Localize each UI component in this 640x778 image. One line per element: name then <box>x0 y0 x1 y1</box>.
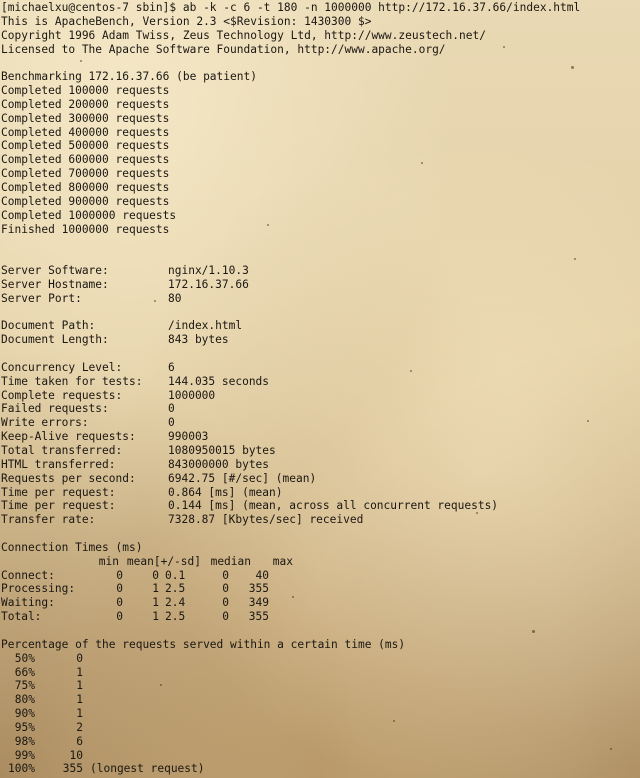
progress-line: Completed 1000000 requests <box>1 208 177 222</box>
connection-times-row <box>1 569 637 583</box>
percentile-row <box>1 749 637 763</box>
kv-value: nginx/1.10.3 <box>168 264 249 278</box>
percentile-row <box>1 666 637 680</box>
cell-max: 40 <box>255 568 269 582</box>
kv-value: 843000000 bytes <box>168 457 270 471</box>
kv-value: 1080950015 bytes <box>168 444 276 457</box>
percentile-row <box>1 679 637 693</box>
row-label: Connect: <box>1 568 55 582</box>
cell-sd: 2.4 <box>165 596 186 610</box>
progress-line: Completed 600000 requests <box>1 153 170 167</box>
kv-value: 144.035 seconds <box>168 374 270 388</box>
header-version: This is ApacheBench, Version 2.3 <$Revision: 1430300 $> <box>1 14 372 28</box>
cell-mean: 0 <box>152 568 159 582</box>
kv-key: Complete requests: <box>1 388 123 402</box>
kv-row <box>1 402 637 416</box>
kv-value: 990003 <box>168 430 209 444</box>
kv-value: 0 <box>168 402 175 416</box>
kv-value: 843 bytes <box>168 333 229 347</box>
kv-row <box>1 361 637 375</box>
kv-row <box>1 333 637 347</box>
kv-row <box>1 292 637 306</box>
progress-line: Completed 800000 requests <box>1 180 170 194</box>
benchmarking-line: Benchmarking 172.16.37.66 (be patient) <box>1 70 257 84</box>
cell-median: 0 <box>222 596 229 610</box>
col-header-min: min <box>98 554 119 568</box>
row-label: Processing: <box>1 582 76 596</box>
cell-sd: 0.1 <box>165 568 186 582</box>
progress-line: Completed 400000 requests <box>1 125 170 139</box>
kv-row <box>1 389 637 403</box>
progress-finished: Finished 1000000 requests <box>1 222 170 236</box>
percentile-row <box>1 707 637 721</box>
percentile-label: 75% <box>14 679 35 693</box>
kv-value: 6942.75 [#/sec] (mean) <box>168 471 317 485</box>
row-label: Total: <box>1 610 42 624</box>
kv-key: HTML transferred: <box>1 457 116 471</box>
progress-line: Completed 700000 requests <box>1 167 170 181</box>
col-header-max: max <box>272 554 293 568</box>
cell-max: 355 <box>248 610 269 624</box>
kv-value: 7328.87 [Kbytes/sec] received <box>168 513 364 527</box>
percentile-label: 80% <box>14 693 35 707</box>
kv-row <box>1 319 637 333</box>
kv-value: 0.864 [ms] (mean) <box>168 485 283 499</box>
kv-key: Server Software: <box>1 264 109 278</box>
kv-key: Document Length: <box>1 333 109 347</box>
percentile-ms: 1 <box>76 679 83 693</box>
kv-row <box>1 513 637 527</box>
cell-min: 0 <box>116 610 123 624</box>
document-info <box>1 319 637 347</box>
col-header-median: median <box>210 554 251 568</box>
cell-mean: 1 <box>152 596 159 610</box>
header-copyright: Copyright 1996 Adam Twiss, Zeus Technology Ltd, http://www.zeustech.net/ <box>1 28 486 42</box>
percentile-ms: 355 <box>62 762 83 776</box>
percentile-label: 99% <box>14 748 35 762</box>
kv-value: /index.html <box>168 319 243 333</box>
percentile-ms: 2 <box>76 720 83 734</box>
cell-median: 0 <box>222 582 229 596</box>
progress-line: Completed 100000 requests <box>1 84 170 98</box>
kv-value: 6 <box>168 360 175 374</box>
kv-key: Time taken for tests: <box>1 374 143 388</box>
percentile-row <box>1 693 637 707</box>
percentile-ms: 0 <box>76 651 83 665</box>
terminal-output <box>1 1 637 776</box>
cell-min: 0 <box>116 596 123 610</box>
percentile-ms: 1 <box>76 693 83 707</box>
col-header-mean-sd: mean[+/-sd] <box>126 554 201 568</box>
cell-mean: 1 <box>152 582 159 596</box>
kv-key: Requests per second: <box>1 471 136 485</box>
percentile-row <box>1 721 637 735</box>
kv-row <box>1 375 637 389</box>
cell-mean: 1 <box>152 610 159 624</box>
percentile-ms: 1 <box>76 665 83 679</box>
percentile-row <box>1 735 637 749</box>
kv-row <box>1 458 637 472</box>
cell-sd: 2.5 <box>165 610 186 624</box>
server-info <box>1 264 637 306</box>
percentile-label: 50% <box>14 651 35 665</box>
stats-block <box>1 361 637 527</box>
kv-key: Time per request: <box>1 499 116 513</box>
kv-row <box>1 472 637 486</box>
kv-key: Server Hostname: <box>1 277 109 291</box>
kv-key: Concurrency Level: <box>1 360 123 374</box>
percentile-ms: 6 <box>76 734 83 748</box>
percentile-label: 95% <box>14 720 35 734</box>
kv-value: 0.144 [ms] (mean, across all concurrent requests) <box>168 499 499 513</box>
percentiles-table <box>1 638 637 776</box>
progress-line: Completed 500000 requests <box>1 139 170 153</box>
kv-key: Failed requests: <box>1 402 109 416</box>
connection-times-row <box>1 596 637 610</box>
percentiles-title: Percentage of the requests served within a certain time (ms) <box>1 637 406 651</box>
percentile-row <box>1 762 637 776</box>
connection-times-row <box>1 610 637 624</box>
percentile-ms: 10 <box>69 748 83 762</box>
percentile-note: (longest request) <box>90 762 205 776</box>
kv-key: Time per request: <box>1 485 116 499</box>
cell-max: 355 <box>248 582 269 596</box>
kv-key: Total transferred: <box>1 444 123 457</box>
progress-line: Completed 900000 requests <box>1 194 170 208</box>
percentile-label: 100% <box>8 762 35 776</box>
row-label: Waiting: <box>1 596 55 610</box>
percentile-ms: 1 <box>76 707 83 721</box>
percentile-label: 98% <box>14 734 35 748</box>
connection-times-title: Connection Times (ms) <box>1 540 143 554</box>
progress-line: Completed 300000 requests <box>1 111 170 125</box>
cell-sd: 2.5 <box>165 582 186 596</box>
kv-key: Write errors: <box>1 416 89 430</box>
cell-median: 0 <box>222 568 229 582</box>
cell-min: 0 <box>116 582 123 596</box>
kv-row <box>1 416 637 430</box>
percentile-label: 90% <box>14 707 35 721</box>
kv-row <box>1 499 637 513</box>
kv-value: 80 <box>168 291 182 305</box>
kv-key: Transfer rate: <box>1 513 96 527</box>
progress-list <box>1 84 637 236</box>
kv-row <box>1 264 637 278</box>
progress-line: Completed 200000 requests <box>1 97 170 111</box>
kv-row <box>1 430 637 444</box>
cell-median: 0 <box>222 610 229 624</box>
header-license: Licensed to The Apache Software Foundation, http://www.apache.org/ <box>1 42 446 56</box>
kv-value: 172.16.37.66 <box>168 277 249 291</box>
connection-times-table <box>1 541 637 624</box>
cell-max: 349 <box>248 596 269 610</box>
kv-row <box>1 486 637 500</box>
kv-row <box>1 444 637 458</box>
kv-value: 0 <box>168 416 175 430</box>
cell-min: 0 <box>116 568 123 582</box>
kv-key: Keep-Alive requests: <box>1 430 136 444</box>
percentile-row <box>1 652 637 666</box>
kv-key: Server Port: <box>1 291 82 305</box>
kv-value: 1000000 <box>168 388 216 402</box>
connection-times-header <box>1 555 637 569</box>
percentile-label: 66% <box>14 665 35 679</box>
kv-row <box>1 278 637 292</box>
connection-times-row <box>1 582 637 596</box>
command-prompt: [michaelxu@centos-7 sbin]$ ab -k -c 6 -t 180 -n 1000000 http://172.16.37.66/index.html <box>1 1 581 14</box>
kv-key: Document Path: <box>1 319 96 333</box>
